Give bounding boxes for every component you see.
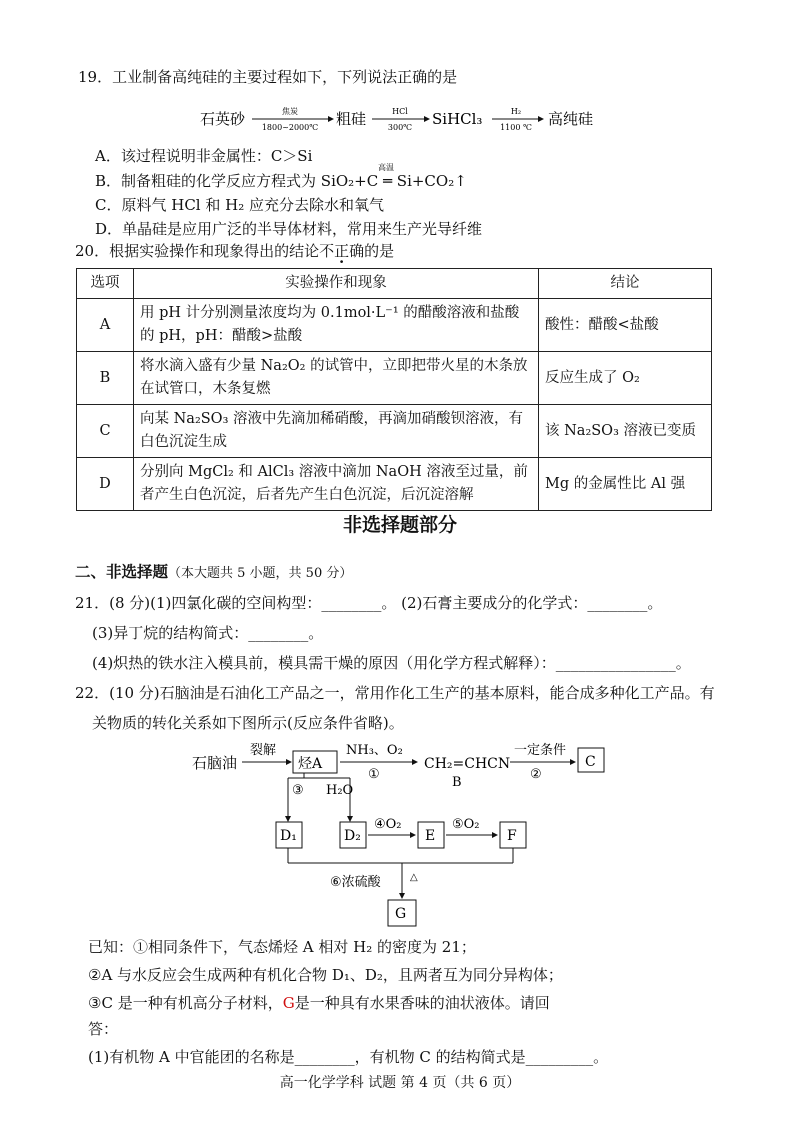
row-conclusion: 酸性：醋酸<盐酸: [539, 299, 712, 352]
flow-cond-temp1: 1800~2000℃: [261, 123, 319, 132]
diagram-d2: D₂: [344, 828, 361, 844]
q22-line1: 22．(10 分)石脑油是石油化工产品之一，常用作化工生产的基本原料，能合成多种化工产品。有: [75, 684, 715, 702]
q19-option-a: A．该过程说明非金属性：C＞Si: [95, 147, 313, 165]
diagram-c: C: [585, 754, 596, 770]
flow-cond-temp2: 300℃: [387, 123, 413, 132]
q22-line2: 关物质的转化关系如下图所示(反应条件省略)。: [92, 714, 404, 732]
known-line3: ③C 是一种有机高分子材料，G是一种具有水果香味的油状液体。请回: [88, 994, 550, 1012]
row-procedure: 将水滴入盛有少量 Na₂O₂ 的试管中，立即把带火星的木条放在试管口，木条复燃: [134, 352, 539, 405]
g-highlight: G: [282, 994, 295, 1012]
q22-sub1: (1)有机物 A 中官能团的名称是________，有机物 C 的结构简式是_________。: [88, 1048, 609, 1066]
diagram-r4: ④O₂: [374, 817, 402, 832]
table-row: [77, 299, 712, 352]
emphasis-not-correct: 不正确: [319, 242, 365, 260]
part2-title: 二、非选择题: [75, 563, 169, 581]
part2-heading: [75, 560, 352, 582]
row-conclusion: 反应生成了 O₂: [539, 352, 712, 405]
diagram-r5: ⑤O₂: [452, 817, 480, 832]
row-conclusion: 该 Na₂SO₃ 溶液已变质: [539, 405, 712, 458]
header-procedure: 实验操作和现象: [134, 269, 539, 299]
q21-line1: 21．(8 分)(1)四氯化碳的空间构型：________。 (2)石膏主要成分的化学式：________。: [75, 594, 663, 612]
diagram-r2-cond: 一定条件: [514, 743, 567, 758]
flow-cond-coke: 焦炭: [282, 107, 298, 116]
known-line2: ②A 与水反应会生成两种有机化合物 D₁、D₂，且两者互为同分异构体；: [88, 966, 563, 984]
row-option: D: [77, 458, 134, 511]
known-line4: 答：: [88, 1020, 119, 1038]
q21-line2: (3)异丁烷的结构简式：________。: [92, 624, 324, 642]
diagram-f: F: [507, 828, 517, 844]
row-option: A: [77, 299, 134, 352]
diagram-step-3: ③: [292, 783, 304, 798]
row-procedure: 用 pH 计分别测量浓度均为 0.1mol·L⁻¹ 的醋酸溶液和盐酸的 pH，pH：醋酸>盐酸: [134, 299, 539, 352]
diagram-step-1: ①: [368, 767, 380, 782]
diagram-b-label: B: [452, 775, 462, 790]
section-title: 非选择题部分: [342, 514, 457, 536]
row-option: C: [77, 405, 134, 458]
diagram-g: G: [395, 906, 407, 922]
table-header-row: [77, 269, 712, 299]
flow-sihcl3: SiHCl₃: [432, 110, 483, 128]
table-row: [77, 405, 712, 458]
diagram-h2o: H₂O: [326, 783, 354, 798]
q19-flow-diagram: [200, 104, 620, 134]
q19-option-d: D．单晶硅是应用广泛的半导体材料，常用来生产光导纤维: [95, 220, 483, 238]
question-19-stem: 19．工业制备高纯硅的主要过程如下，下列说法正确的是: [78, 68, 458, 86]
page-footer: 高一化学学科 试题 第 4 页（共 6 页）: [279, 1075, 521, 1091]
q19-option-b-condition: 高温: [378, 163, 394, 172]
diagram-r1-reagents: NH₃、O₂: [346, 743, 403, 758]
diagram-r6: ⑥浓硫酸: [330, 875, 381, 890]
diagram-b-formula: CH₂=CHCN: [424, 756, 511, 772]
header-conclusion: 结论: [539, 269, 712, 299]
experiment-table: [76, 268, 712, 511]
row-conclusion: Mg 的金属性比 Al 强: [539, 458, 712, 511]
diagram-heat: △: [410, 872, 418, 883]
diagram-step-2: ②: [530, 767, 542, 782]
known-line1: 已知：①相同条件下，气态烯烃 A 相对 H₂ 的密度为 21；: [88, 938, 476, 956]
flow-quartz-sand: 石英砂: [200, 110, 246, 128]
diagram-naphtha: 石脑油: [192, 754, 238, 772]
q21-line3: (4)炽热的铁水注入模具前，模具需干燥的原因（用化学方程式解释）：________________。: [92, 654, 691, 672]
question-20-stem: 20．根据实验操作和现象得出的结论不正确的是: [75, 242, 395, 260]
table-row: [77, 458, 712, 511]
part2-note: （本大题共 5 小题，共 50 分）: [168, 566, 353, 581]
flow-crude-silicon: 粗硅: [336, 110, 367, 128]
row-option: B: [77, 352, 134, 405]
table-row: [77, 352, 712, 405]
q19-option-b: B．制备粗硅的化学反应方程式为 SiO₂+C ═ Si+CO₂↑: [95, 172, 467, 190]
header-option: 选项: [77, 269, 134, 299]
flow-pure-silicon: 高纯硅: [548, 110, 594, 128]
diagram-crack-label: 裂解: [250, 743, 277, 758]
diagram-hydrocarbon-a: 烃A: [298, 756, 323, 772]
row-procedure: 向某 Na₂SO₃ 溶液中先滴加稀硝酸，再滴加硝酸钡溶液，有白色沉淀生成: [134, 405, 539, 458]
reaction-flow-diagram: [180, 738, 640, 928]
flow-cond-hcl: HCl: [392, 107, 408, 116]
row-procedure: 分别向 MgCl₂ 和 AlCl₃ 溶液中滴加 NaOH 溶液至过量，前者产生白色沉淀，后者先产生白色沉淀，后沉淀溶解: [134, 458, 539, 511]
q19-option-c: C．原料气 HCl 和 H₂ 应充分去除水和氧气: [95, 196, 385, 214]
diagram-e: E: [425, 828, 436, 844]
flow-cond-h2: H₂: [510, 107, 522, 116]
flow-cond-temp3: 1100 ℃: [500, 123, 532, 132]
diagram-d1: D₁: [280, 828, 297, 844]
